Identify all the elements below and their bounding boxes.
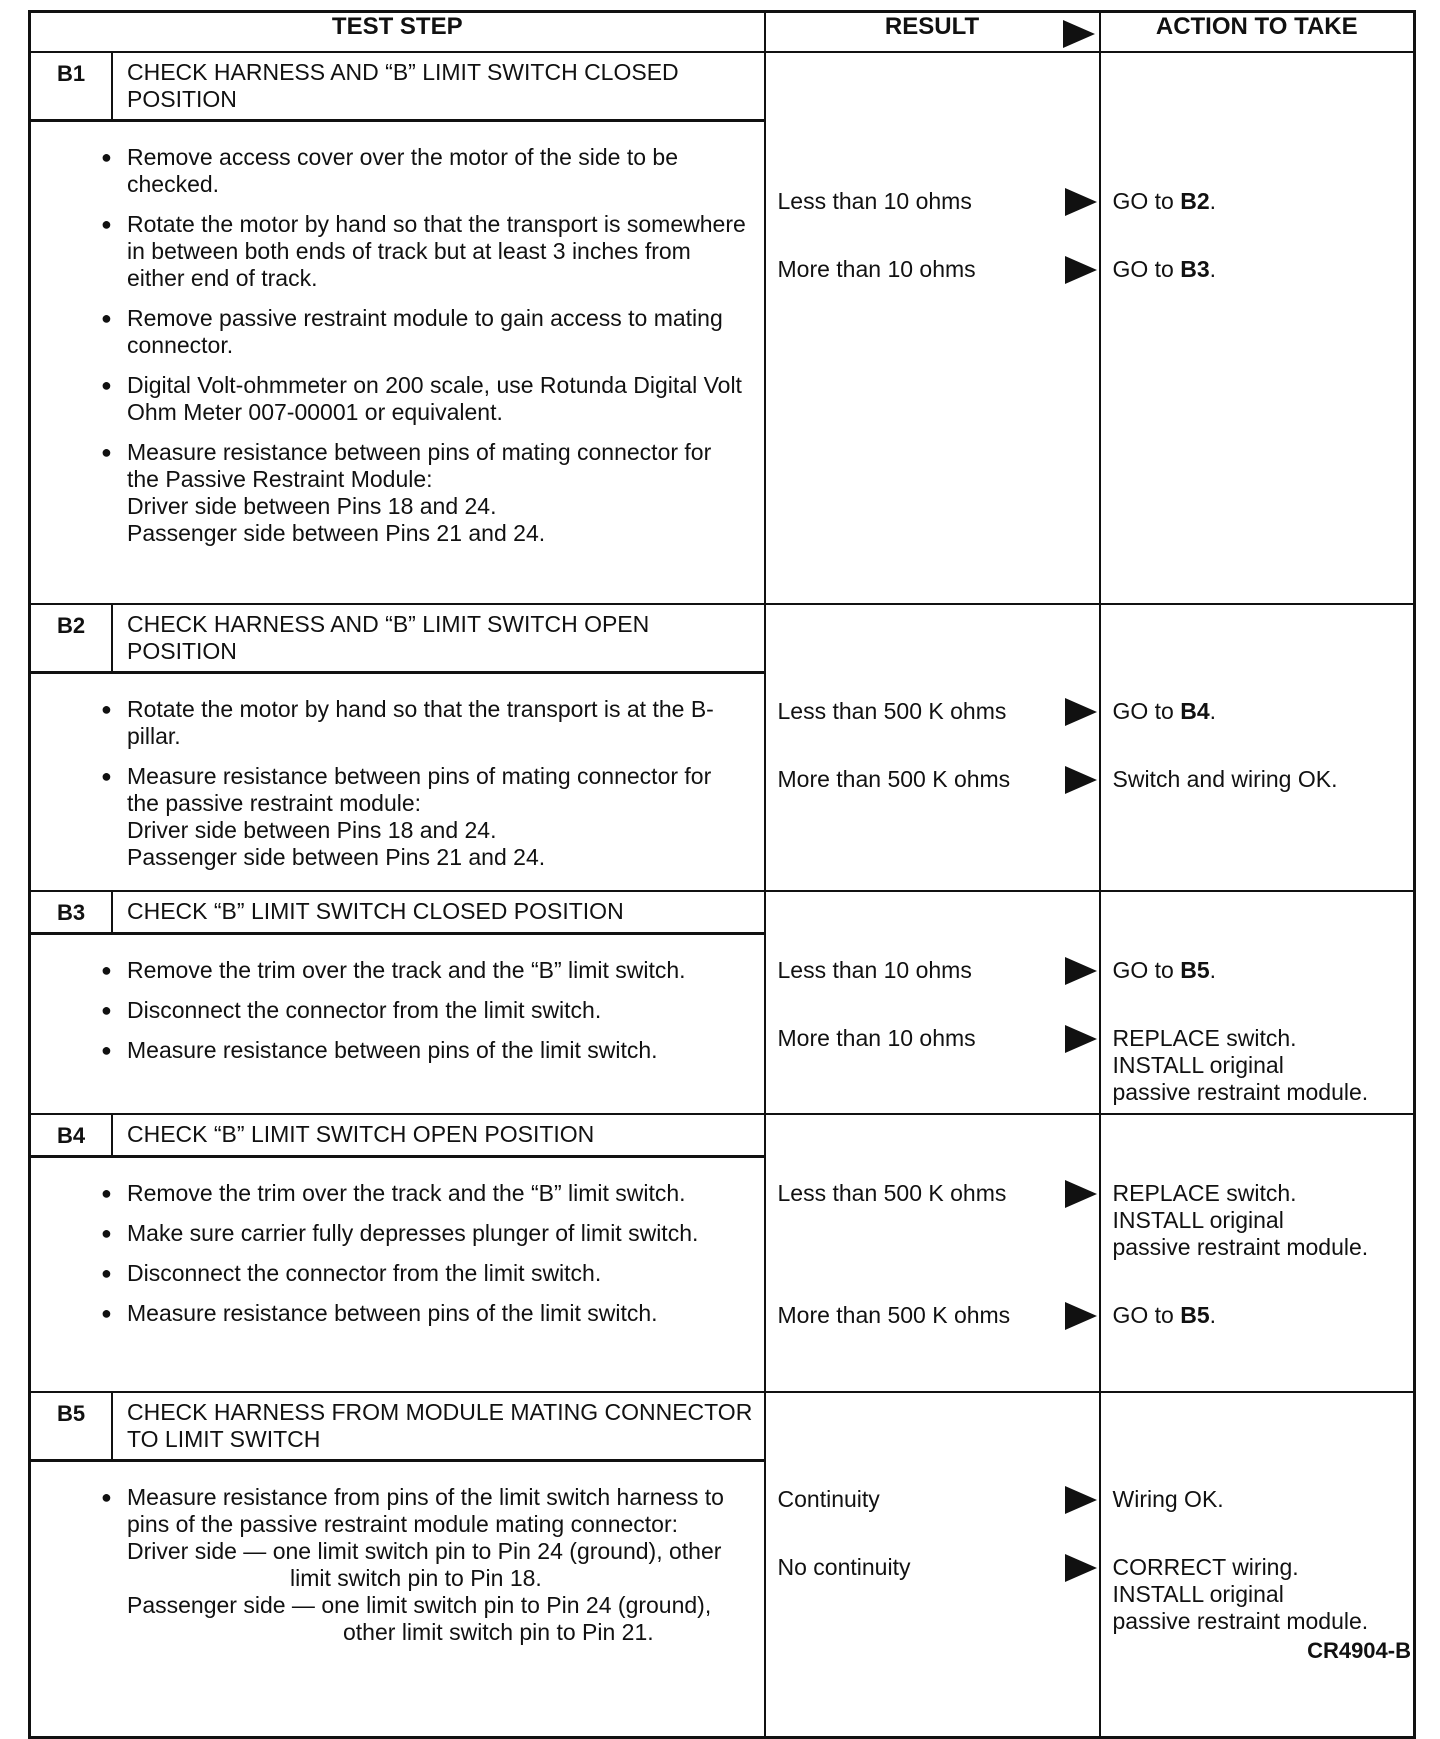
action-text: GO to xyxy=(1112,957,1181,983)
step-instructions xyxy=(31,674,764,890)
action-item xyxy=(1113,188,1406,215)
action-suffix: . xyxy=(1209,188,1217,214)
action-line: passive restraint module. xyxy=(1112,1079,1369,1105)
step-reference: B2 xyxy=(1180,188,1210,214)
passenger-side-text: Passenger side between Pins 21 and 24. xyxy=(127,844,546,870)
measure-text: Measure resistance from pins of the limit switch harness to pins of the passive restraint module mating connector: xyxy=(127,1484,724,1537)
instruction-item xyxy=(127,763,748,871)
action-suffix: . xyxy=(1209,256,1217,282)
arrow-icon xyxy=(1065,1486,1097,1514)
header-action: ACTION TO TAKE xyxy=(1100,12,1415,53)
instruction-item: ● Remove the trim over the track and the “B” limit switch. xyxy=(127,957,748,984)
step-header xyxy=(31,605,764,674)
action-line: REPLACE switch. xyxy=(1112,1180,1297,1206)
action-item xyxy=(1113,256,1406,283)
result-text: More than 10 ohms xyxy=(777,256,976,282)
instruction-item: ● Digital Volt-ohmmeter on 200 scale, use Rotunda Digital Volt Ohm Meter 007-00001 or equivalent. xyxy=(127,372,748,426)
action-suffix: . xyxy=(1209,1302,1217,1328)
test-step-cell xyxy=(30,891,765,1114)
test-step-cell xyxy=(30,52,765,604)
result-cell xyxy=(765,52,1100,604)
action-cell xyxy=(1100,891,1415,1114)
step-header xyxy=(31,892,764,935)
header-result-label: RESULT xyxy=(884,13,980,40)
test-step-cell xyxy=(30,604,765,891)
step-instructions xyxy=(31,122,764,566)
action-item xyxy=(1113,1302,1406,1329)
result-item xyxy=(778,1025,1099,1052)
arrow-icon xyxy=(1065,188,1097,216)
arrow-icon xyxy=(1065,957,1097,985)
step-title: CHECK HARNESS AND “B” LIMIT SWITCH CLOSED POSITION xyxy=(127,59,679,112)
result-item xyxy=(778,1486,1099,1513)
step-row-b4 xyxy=(30,1114,1415,1392)
instruction-item: ● Disconnect the connector from the limit switch. xyxy=(127,997,748,1024)
step-row-b5 xyxy=(30,1392,1415,1737)
step-id: B3 xyxy=(31,892,113,932)
instruction-item: ● Measure resistance between pins of the limit switch. xyxy=(127,1300,748,1327)
instruction-item xyxy=(127,1484,748,1646)
result-cell xyxy=(765,891,1100,1114)
step-header xyxy=(31,53,764,122)
instruction-item: ● Measure resistance between pins of the limit switch. xyxy=(127,1037,748,1064)
result-text: Less than 500 K ohms xyxy=(777,1180,1007,1206)
step-row-b3 xyxy=(30,891,1415,1114)
arrow-icon xyxy=(1065,1554,1097,1582)
instruction-item: ● Remove the trim over the track and the “B” limit switch. xyxy=(127,1180,748,1207)
action-suffix: . xyxy=(1209,698,1217,724)
arrow-icon xyxy=(1065,1025,1097,1053)
action-text: GO to xyxy=(1112,698,1181,724)
result-text: Less than 10 ohms xyxy=(777,957,972,983)
action-item xyxy=(1113,698,1406,725)
arrow-icon xyxy=(1065,1180,1097,1208)
header-test-step: TEST STEP xyxy=(30,12,765,53)
passenger-side-text: Passenger side — one limit switch pin to Pin 24 (ground), other limit switch pin to Pin 21. xyxy=(127,1592,712,1645)
step-title: CHECK “B” LIMIT SWITCH OPEN POSITION xyxy=(127,1121,595,1147)
action-text: GO to xyxy=(1112,256,1181,282)
action-cell xyxy=(1100,1114,1415,1392)
header-result xyxy=(765,12,1100,53)
result-cell xyxy=(765,1392,1100,1737)
action-line: INSTALL original xyxy=(1112,1581,1284,1607)
result-text: More than 500 K ohms xyxy=(777,766,1011,792)
result-text: No continuity xyxy=(777,1554,911,1580)
action-line: CORRECT wiring. xyxy=(1112,1554,1299,1580)
result-text: More than 10 ohms xyxy=(777,1025,976,1051)
test-step-cell xyxy=(30,1392,765,1737)
result-text: Less than 10 ohms xyxy=(777,188,972,214)
result-item xyxy=(778,1180,1099,1207)
action-line: INSTALL original xyxy=(1112,1207,1284,1233)
action-cell xyxy=(1100,1392,1415,1737)
arrow-icon xyxy=(1063,20,1095,48)
action-line: passive restraint module. xyxy=(1112,1608,1369,1634)
instruction-item: ● Rotate the motor by hand so that the transport is at the B-pillar. xyxy=(127,696,748,750)
result-item xyxy=(778,1554,1099,1581)
instruction-item: ● Disconnect the connector from the limit switch. xyxy=(127,1260,748,1287)
arrow-icon xyxy=(1065,1302,1097,1330)
result-text: More than 500 K ohms xyxy=(777,1302,1011,1328)
measure-text: Measure resistance between pins of mating connector for the passive restraint module: xyxy=(127,763,712,816)
result-text: Less than 500 K ohms xyxy=(777,698,1007,724)
step-id: B5 xyxy=(31,1393,113,1459)
result-item xyxy=(778,698,1099,725)
measure-text: Measure resistance between pins of mating connector for the Passive Restraint Module: xyxy=(127,439,712,492)
action-item: Wiring OK. xyxy=(1112,1486,1224,1512)
action-item xyxy=(1113,957,1406,984)
instruction-item: ● Rotate the motor by hand so that the transport is somewhere in between both ends of track but at least 3 inches from either end of track. xyxy=(127,211,748,292)
step-reference: B5 xyxy=(1180,1302,1210,1328)
step-reference: B5 xyxy=(1180,957,1210,983)
step-reference: B4 xyxy=(1180,698,1210,724)
step-title: CHECK “B” LIMIT SWITCH CLOSED POSITION xyxy=(127,898,624,924)
test-step-table xyxy=(28,10,1416,1739)
instruction-item xyxy=(127,439,748,547)
action-cell xyxy=(1100,604,1415,891)
result-item xyxy=(778,1302,1099,1329)
test-step-cell xyxy=(30,1114,765,1392)
step-instructions xyxy=(31,1158,764,1346)
instruction-item: ● Remove passive restraint module to gain access to mating connector. xyxy=(127,305,748,359)
step-row-b2 xyxy=(30,604,1415,891)
action-item: Switch and wiring OK. xyxy=(1112,766,1338,792)
step-id: B1 xyxy=(31,53,113,119)
passenger-side-text: Passenger side between Pins 21 and 24. xyxy=(127,520,546,546)
driver-side-text: Driver side — one limit switch pin to Pin 24 (ground), other limit switch pin to Pin 18. xyxy=(127,1538,722,1591)
action-item xyxy=(1113,1180,1406,1261)
step-row-b1 xyxy=(30,52,1415,604)
diagnostic-document xyxy=(28,10,1413,1739)
instruction-item: ● Make sure carrier fully depresses plunger of limit switch. xyxy=(127,1220,748,1247)
action-text: GO to xyxy=(1112,188,1181,214)
step-id: B4 xyxy=(31,1115,113,1155)
step-header xyxy=(31,1393,764,1462)
result-item xyxy=(778,188,1099,215)
action-item xyxy=(1113,1025,1406,1106)
driver-side-text: Driver side between Pins 18 and 24. xyxy=(127,493,497,519)
instruction-item: ● Remove access cover over the motor of the side to be checked. xyxy=(127,144,748,198)
action-cell xyxy=(1100,52,1415,604)
table-header-row xyxy=(30,12,1415,53)
step-instructions xyxy=(31,935,764,1083)
action-suffix: . xyxy=(1209,957,1217,983)
result-item xyxy=(778,957,1099,984)
action-item xyxy=(1113,1554,1406,1635)
result-cell xyxy=(765,604,1100,891)
step-header xyxy=(31,1115,764,1158)
action-text: GO to xyxy=(1112,1302,1181,1328)
step-id: B2 xyxy=(31,605,113,671)
step-instructions xyxy=(31,1462,764,1665)
action-line: INSTALL original xyxy=(1112,1052,1284,1078)
arrow-icon xyxy=(1065,698,1097,726)
result-item xyxy=(778,256,1099,283)
arrow-icon xyxy=(1065,766,1097,794)
step-reference: B3 xyxy=(1180,256,1210,282)
driver-side-text: Driver side between Pins 18 and 24. xyxy=(127,817,497,843)
result-cell xyxy=(765,1114,1100,1392)
arrow-icon xyxy=(1065,256,1097,284)
result-item xyxy=(778,766,1099,793)
result-text: Continuity xyxy=(777,1486,880,1512)
action-line: passive restraint module. xyxy=(1112,1234,1369,1260)
step-title: CHECK HARNESS FROM MODULE MATING CONNECTOR TO LIMIT SWITCH xyxy=(127,1399,753,1452)
step-title: CHECK HARNESS AND “B” LIMIT SWITCH OPEN POSITION xyxy=(127,611,650,664)
figure-code: CR4904-B xyxy=(1307,1638,1411,1663)
action-line: REPLACE switch. xyxy=(1112,1025,1297,1051)
